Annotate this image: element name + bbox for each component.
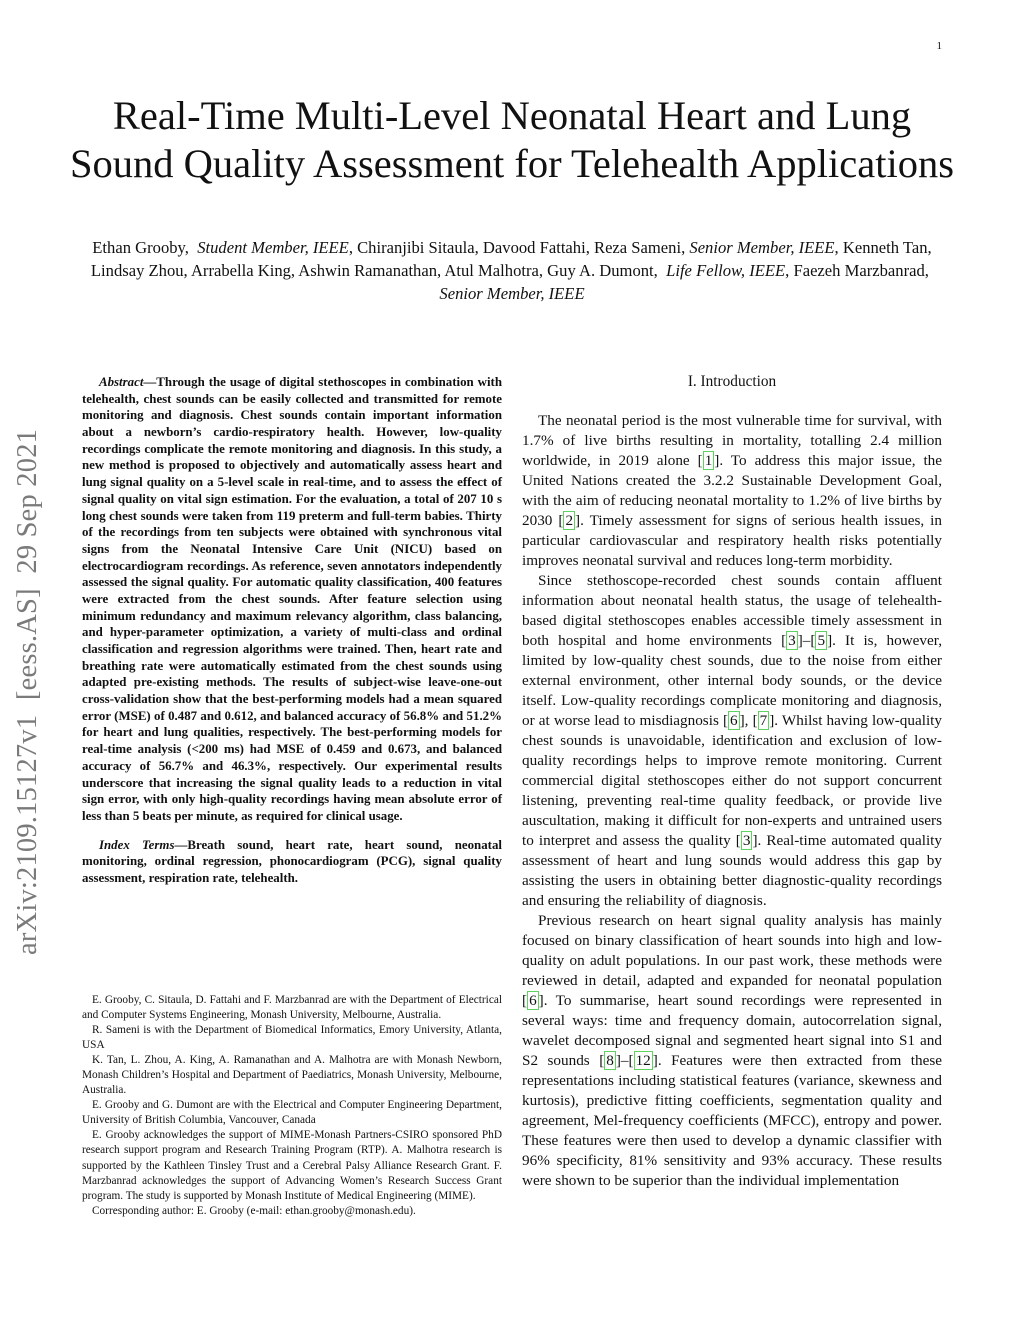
author-group: , Kenneth Tan, Lindsay Zhou, Arrabella King, Ashwin Ramanathan, Atul Malhotra, Guy A. Dumont,: [90, 238, 932, 280]
author-role: Student Member, IEEE: [197, 238, 349, 257]
paragraph-text: ]. Whilst having low-quality chest sounds is unavoidable, identification and exclusion of low-quality recordings helps to improve remote monitoring. Current commercial digital stethoscopes either do not support concurrent listening, preventing real-time quality feedback, or provide live auscultation, making it difficult for non-experts and untrained users to interpret and assess the quality [: [522, 712, 942, 849]
citation-link[interactable]: 3: [742, 832, 751, 849]
intro-paragraph: [522, 571, 942, 911]
footnote: E. Grooby and G. Dumont are with the Electrical and Computer Engineering Department, University of British Columbia, Vancouver, Canada: [82, 1099, 502, 1127]
citation-link[interactable]: 6: [529, 992, 537, 1009]
citation-link[interactable]: 6: [730, 712, 738, 729]
footnote: E. Grooby, C. Sitaula, D. Fattahi and F. Marzbanrad are with the Department of Electrical and Computer Systems Engineering, Monash University, Melbourne, Australia.: [82, 994, 502, 1022]
author-group: Ethan Grooby,: [92, 238, 189, 257]
author-role: Senior Member, IEEE: [689, 238, 835, 257]
intro-paragraph: [522, 411, 942, 571]
arxiv-identifier: arXiv:2109.15127v1 [eess.AS] 29 Sep 2021: [12, 428, 43, 955]
author-role: Life Fellow, IEEE: [666, 261, 786, 280]
footnote: K. Tan, L. Zhou, A. King, A. Ramanathan and A. Malhotra are with Monash Newborn, Monash Children’s Hospital and Department of Paediatrics, Monash University, Melbourne, Australia.: [82, 1054, 502, 1097]
paper-title: Real-Time Multi-Level Neonatal Heart and Lung Sound Quality Assessment for Telehealth Applications: [70, 93, 954, 186]
right-column: [522, 372, 942, 1191]
left-column: [82, 374, 502, 887]
paragraph-text: The neonatal period is the most vulnerable time for survival, with 1.7% of live births resulting in mortality, totalling 2.4 million worldwide, in 2019 alone [: [522, 412, 942, 469]
citation-link[interactable]: 2: [565, 512, 574, 529]
citation-link[interactable]: 7: [759, 712, 768, 729]
intro-paragraph: [522, 911, 942, 1191]
paragraph-text: ]. It is, however, limited by low-quality chest sounds, due to the noise from either external environment, other internal body sounds, or the device itself. Low-quality recordings complicate monitoring and diagnosis, or at worse lead to misdiagnosis [: [522, 632, 942, 729]
author-role: Senior Member, IEEE: [439, 284, 585, 303]
paragraph-text: ]–[: [615, 1052, 634, 1069]
citation-link[interactable]: 5: [817, 632, 826, 649]
abstract: [82, 374, 502, 825]
citation-link[interactable]: 3: [788, 632, 796, 649]
paragraph-text: ]. Real-time automated quality assessment of heart and lung sounds would address this gap by assisting the users in obtaining better diagnostic-quality recordings and ensuring the reliability of diagnosis.: [522, 832, 942, 909]
citation-link[interactable]: 12: [635, 1052, 651, 1069]
paragraph-text: Since stethoscope-recorded chest sounds contain affluent information about neonatal health status, the usage of telehealth-based digital stethoscopes enables accessible timely assessment in both hospital and home environments [: [522, 572, 942, 649]
citation-link[interactable]: 8: [606, 1052, 614, 1069]
paragraph-text: ]–[: [797, 632, 816, 649]
footnote: Corresponding author: E. Grooby (e-mail: ethan.grooby@monash.edu).: [92, 1204, 416, 1217]
footnote: E. Grooby acknowledges the support of MIME-Monash Partners-CSIRO sponsored PhD research support program and Research Training Program (RTP). A. Malhotra research is supported by the Kathleen Tinsley Trust and a Cerebral Palsy Alliance Research Grant. F. Marzbanrad acknowledges the support of Advancing Women’s Research Success Grant program. The study is supported by Monash Institute of Medical Engineering (MIME).: [82, 1129, 502, 1202]
introduction-body: [522, 411, 942, 1191]
paragraph-text: ]. Features were then extracted from these representations including statistical features (variance, skewness and kurtosis), predictive fitting coefficients, segmentation quality and agreement, Mel-frequency coefficients (MFCC), entropy and power. These features were then used to develop a dynamic classifier with 96% specificity, 81% sensitivity and 93% accuracy. These results were shown to be superior than the individual implementation: [522, 1052, 942, 1189]
abstract-label: Abstract: [99, 375, 144, 389]
paragraph-text: Previous research on heart signal quality analysis has mainly focused on binary classification of heart sounds into high and low-quality on adult populations. In our past work, these methods were reviewed in detail, adapted and expanded for neonatal population [: [522, 912, 942, 1009]
section-heading: I. Introduction: [687, 373, 777, 390]
page-number: 1: [936, 40, 942, 52]
paragraph-text: ]. To address this major issue, the United Nations created the 3.2.2 Sustainable Development Goal, with the aim of reducing neonatal mortality to 1.2% of live births by 2030 [: [522, 452, 942, 529]
footnotes: [82, 993, 502, 1219]
author-list: [70, 236, 954, 305]
abstract-text: —Through the usage of digital stethoscopes in combination with telehealth, chest sounds can be easily collected and transmitted for remote monitoring and diagnosis. Chest sounds contain important information about a newborn’s cardio-respiratory health. However, low-quality recordings complicate the remote monitoring and diagnosis. In this study, a new method is proposed to objectively and automatically assess heart and lung signal quality on a 5-level scale in real-time, and to assess the effect of signal quality on vital sign estimation. For the evaluation, a total of 207 10 s long chest sounds were taken from 119 preterm and full-term babies. Thirty of the recordings from ten subjects were obtained with synchronous vital signs from the Neonatal Intensive Care Unit (NICU) based on electrocardiogram recordings. As reference, seven annotators independently assessed the signal quality. For automatic quality classification, 400 features were extracted from the chest sounds. After feature selection using minimum redundancy and maximum relevancy algorithm, class balancing, and hyper-parameter optimization, a variety of multi-class and ordinal classification and regression algorithms were trained. Then, heart rate and breathing rate were automatically estimated from the chest sounds using adapted pre-existing methods. The results of subject-wise leave-one-out cross-validation show that the best-performing models had a mean squared error (MSE) of 0.487 and 0.612, and balanced accuracy of 56.8% and 51.2% for heart and lung qualities, respectively. The best-performing models for real-time analysis (<200 ms) had MSE of 0.459 and 0.673, and balanced accuracy of 56.7% and 46.3%, respectively. Our experimental results underscore that increasing the signal quality leads to a reduction in vital sign error, with only high-quality recordings having mean absolute error of less than 5 beats per minute, as required for clinical usage.: [82, 375, 502, 823]
author-group: , Chiranjibi Sitaula, Davood Fattahi, Reza Sameni,: [348, 238, 686, 257]
index-terms-label: Index Terms: [99, 837, 175, 852]
paragraph-text: ]. To summarise, heart sound recordings were represented in several ways: time and frequency domain, autocorrelation signal, wavelet decomposed signal and segmented heart signal into S1 and S2 sounds [: [522, 992, 942, 1069]
citation-link[interactable]: 1: [704, 452, 713, 469]
paragraph-text: ], [: [739, 712, 758, 729]
index-terms: [82, 837, 502, 887]
paragraph-text: ]. Timely assessment for signs of serious health issues, in particular cardiovascular and respiratory health risks potentially improves neonatal survival and reduces long-term morbidity.: [522, 512, 942, 569]
footnote: R. Sameni is with the Department of Biomedical Informatics, Emory University, Atlanta, USA: [82, 1024, 502, 1052]
index-terms-text: —Breath sound, heart rate, heart sound, neonatal monitoring, ordinal regression, phonocardiogram (PCG), signal quality assessment, respiration rate, telehealth.: [82, 837, 502, 885]
author-group: , Faezeh Marzbanrad,: [785, 261, 929, 280]
